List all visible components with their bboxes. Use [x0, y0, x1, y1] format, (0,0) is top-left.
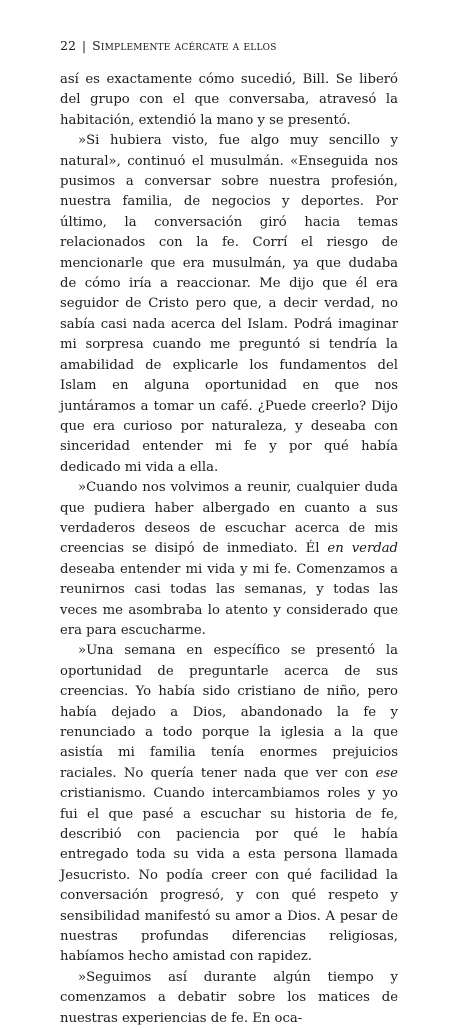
text-run: »Si hubiera visto, fue algo muy sencillo y natural», continuó el musulmán. «Enseguida nos pusimos a conversar sobre nuestra profesión, nuestra familia, de negocios y deportes. Por último, la conversación giró hacia temas relacionados con la fe. Corrí el riesgo de mencionarle que era musulmán, ya que dudaba de cómo iría a reaccionar. Me dijo que él era seguidor de Cristo pero que, a decir verdad, no sabía casi nada acerca del Islam. Podrá imaginar mi sorpresa cuando me preguntó si tendría la amabilidad de explicarle los fundamentos del Islam en alguna oportunidad en que nos juntáramos a tomar un café. ¿Puede creerlo? Dijo que era curioso por naturaleza, y deseaba con sinceridad entender mi fe y por qué había dedicado mi vida a ella.: [60, 133, 398, 475]
paragraph: [60, 131, 398, 478]
text-run: deseaba entender mi vida y mi fe. Comenzamos a reunirnos casi todas las semanas, y todas las veces me asombraba lo atento y considerado que era para escucharme.: [60, 561, 398, 638]
paragraph: [60, 70, 398, 131]
body-text: [60, 70, 398, 1029]
paragraph: [60, 641, 398, 968]
text-run: cristianismo. Cuando intercambiamos roles y yo fui el que pasé a escuchar su historia de fe, describió con paciencia por qué le había entregado toda su vida a esta persona llamada Jesucristo. No podía creer con qué facilidad la conversación progresó, y con qué respeto y sensibilidad manifestó su amor a Dios. A pesar de nuestras profundas diferencias religiosas, habíamos hecho amistad con rapidez.: [60, 786, 398, 965]
book-title: Simplemente acércate a ellos: [92, 38, 277, 53]
header-separator: |: [81, 38, 87, 53]
text-run: »Una semana en específico se presentó la oportunidad de preguntarle acerca de sus creencias. Yo había sido cristiano de niño, pero había dejado a Dios, abandonado la fe y renunciado a todo porque la iglesia a la que asistía mi familia tenía enormes prejuicios raciales. No quería tener nada que ver con: [60, 643, 398, 781]
text-run: »Seguimos así durante algún tiempo y comenzamos a debatir sobre los matices de nuestras experiencias de fe. En oca-: [60, 969, 398, 1026]
page-number: 22: [60, 38, 76, 53]
italic-text: en verdad: [327, 541, 398, 557]
paragraph: [60, 968, 398, 1029]
text-run: así es exactamente cómo sucedió, Bill. Se liberó del grupo con el que conversaba, atravesó la habitación, extendió la mano y se presentó.: [60, 72, 398, 128]
text-run: »Cuando nos volvimos a reunir, cualquier duda que pudiera haber albergado en cuanto a sus verdaderos deseos de escuchar acerca de mis creencias se disipó de inmediato. Él: [60, 480, 398, 557]
italic-text: ese: [375, 765, 398, 781]
paragraph: [60, 478, 398, 641]
running-header: [60, 38, 398, 54]
